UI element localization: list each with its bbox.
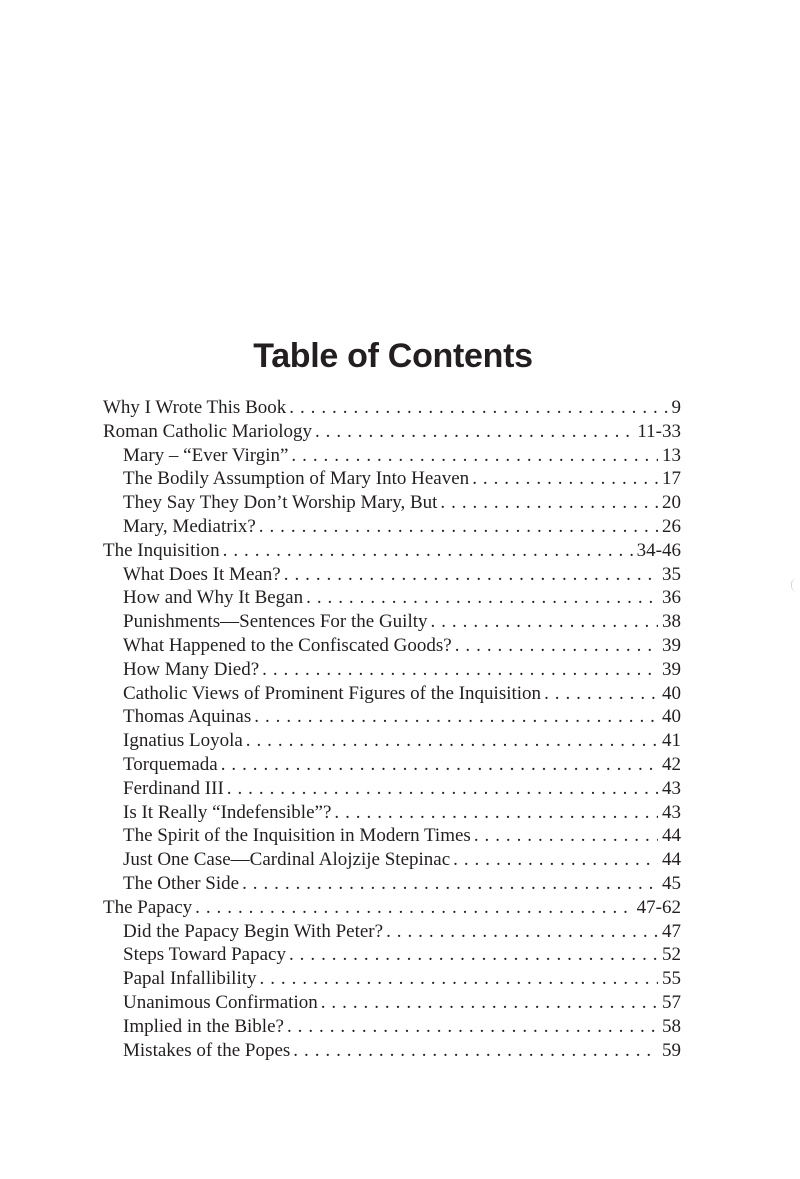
toc-entry-title: Mistakes of the Popes — [123, 1039, 291, 1061]
dot-leader — [440, 491, 658, 515]
toc-entry-title: Thomas Aquinas — [123, 706, 252, 728]
dot-leader — [254, 705, 658, 729]
dot-leader — [289, 396, 667, 420]
toc-entry-title: What Does It Mean? — [123, 563, 281, 585]
toc-entry[interactable] — [103, 824, 681, 848]
toc-entry[interactable] — [103, 777, 681, 801]
page-title: Table of Contents — [253, 337, 533, 375]
dot-leader — [289, 943, 658, 967]
dot-leader — [472, 467, 658, 491]
dot-leader — [260, 967, 658, 991]
toc-entry-title: How Many Died? — [123, 658, 260, 680]
toc-entry-title: Mary – “Ever Virgin” — [123, 444, 289, 466]
dot-leader — [431, 610, 658, 634]
toc-page-number: 13 — [662, 444, 681, 466]
toc-entry[interactable] — [103, 920, 681, 944]
toc-page-number: 44 — [662, 825, 681, 847]
toc-entry[interactable] — [103, 1039, 681, 1063]
toc-entry-title: Why I Wrote This Book — [103, 397, 287, 418]
dot-leader — [455, 634, 658, 658]
toc-entry-title: Unanimous Confirmation — [123, 991, 318, 1013]
toc-page-number: 40 — [662, 706, 681, 728]
dot-leader — [262, 658, 658, 682]
toc-entry[interactable] — [103, 396, 681, 420]
toc-entry[interactable] — [103, 610, 681, 634]
toc-entry[interactable] — [103, 563, 681, 587]
toc-entry-title: Punishments—Sentences For the Guilty — [123, 611, 428, 633]
dot-leader — [474, 824, 658, 848]
toc-page-number: 38 — [662, 611, 681, 633]
toc-page-number: 42 — [662, 753, 681, 775]
toc-entry[interactable] — [103, 801, 681, 825]
toc-entry-title: Roman Catholic Mariology — [103, 420, 312, 442]
toc-page-number: 59 — [662, 1039, 681, 1061]
toc-page-number: 47 — [662, 920, 681, 942]
dot-leader — [321, 991, 658, 1015]
toc-page-number: 52 — [662, 944, 681, 966]
dot-leader — [284, 563, 658, 587]
toc-page-number: 34-46 — [636, 539, 681, 561]
toc-page-number: 40 — [662, 682, 681, 704]
toc-page-number: 55 — [662, 968, 681, 990]
dot-leader — [386, 920, 658, 944]
toc-page-number: 41 — [662, 730, 681, 752]
toc-entry-title: Ignatius Loyola — [123, 730, 243, 752]
toc-entry[interactable] — [103, 872, 681, 896]
toc-entry[interactable] — [103, 682, 681, 706]
toc-entry-title: Torquemada — [123, 753, 218, 775]
toc-entry[interactable] — [103, 943, 681, 967]
toc-entry-title: The Other Side — [123, 872, 240, 894]
toc-page-number: 57 — [662, 991, 681, 1013]
toc-entry-title: The Spirit of the Inquisition in Modern Times — [123, 825, 471, 847]
toc-entry-title: Mary, Mediatrix? — [123, 515, 256, 537]
toc-entry-title: Papal Infallibility — [123, 968, 257, 990]
dot-leader — [315, 420, 633, 444]
toc-page-number: 39 — [662, 634, 681, 656]
toc-entry-title: Ferdinand III — [123, 777, 224, 799]
toc-page-number: 26 — [662, 515, 681, 537]
toc-entry[interactable] — [103, 444, 681, 468]
toc-entry[interactable] — [103, 420, 681, 444]
scan-artifact — [791, 578, 798, 592]
toc-page-number: 11-33 — [637, 420, 681, 442]
toc-page-number: 17 — [662, 468, 681, 490]
dot-leader — [242, 872, 658, 896]
toc-entry[interactable] — [103, 967, 681, 991]
toc-entry-title: The Papacy — [103, 896, 193, 918]
toc-entry[interactable] — [103, 896, 681, 920]
dot-leader — [334, 801, 658, 825]
dot-leader — [453, 848, 658, 872]
toc-page-number: 20 — [662, 492, 681, 514]
toc-entry[interactable] — [103, 705, 681, 729]
dot-leader — [221, 753, 658, 777]
toc-entry[interactable] — [103, 1015, 681, 1039]
toc-entry-title: Did the Papacy Begin With Peter? — [123, 920, 384, 942]
toc-page-number: 39 — [662, 658, 681, 680]
toc-entry-title: What Happened to the Confiscated Goods? — [123, 634, 452, 656]
toc-entry[interactable] — [103, 586, 681, 610]
toc-page-number: 58 — [662, 1015, 681, 1037]
toc-entry-title: The Inquisition — [103, 539, 220, 561]
toc-entry[interactable] — [103, 539, 681, 563]
dot-leader — [544, 682, 658, 706]
toc-page-number: 47-62 — [636, 896, 681, 918]
dot-leader — [246, 729, 658, 753]
toc-entry-title: Catholic Views of Prominent Figures of the Inquisition — [123, 682, 542, 704]
toc-page-number: 36 — [662, 587, 681, 609]
toc-entry-title: Implied in the Bible? — [123, 1015, 284, 1037]
table-of-contents — [103, 396, 681, 1062]
toc-page-number: 44 — [662, 849, 681, 871]
dot-leader — [259, 515, 658, 539]
toc-entry[interactable] — [103, 729, 681, 753]
dot-leader — [306, 586, 658, 610]
toc-page-number: 35 — [662, 563, 681, 585]
toc-entry-title: How and Why It Began — [123, 587, 304, 609]
toc-entry[interactable] — [103, 848, 681, 872]
dot-leader — [293, 1039, 658, 1063]
toc-entry-title: Is It Really “Indefensible”? — [123, 801, 332, 823]
toc-entry[interactable] — [103, 515, 681, 539]
toc-page-number: 43 — [662, 801, 681, 823]
dot-leader — [227, 777, 658, 801]
dot-leader — [223, 539, 633, 563]
toc-page-number: 9 — [671, 397, 681, 418]
toc-entry[interactable] — [103, 753, 681, 777]
toc-entry[interactable] — [103, 491, 681, 515]
toc-page-number: 45 — [662, 872, 681, 894]
toc-entry-title: They Say They Don’t Worship Mary, But — [123, 492, 438, 514]
toc-entry[interactable] — [103, 658, 681, 682]
dot-leader — [291, 444, 658, 468]
toc-entry-title: Just One Case—Cardinal Alojzije Stepinac — [123, 849, 451, 871]
dot-leader — [195, 896, 633, 920]
toc-entry-title: Steps Toward Papacy — [123, 944, 286, 966]
toc-entry[interactable] — [103, 467, 681, 491]
toc-page-number: 43 — [662, 777, 681, 799]
toc-entry[interactable] — [103, 991, 681, 1015]
toc-entry-title: The Bodily Assumption of Mary Into Heaven — [123, 468, 470, 490]
dot-leader — [287, 1015, 658, 1039]
toc-entry[interactable] — [103, 634, 681, 658]
